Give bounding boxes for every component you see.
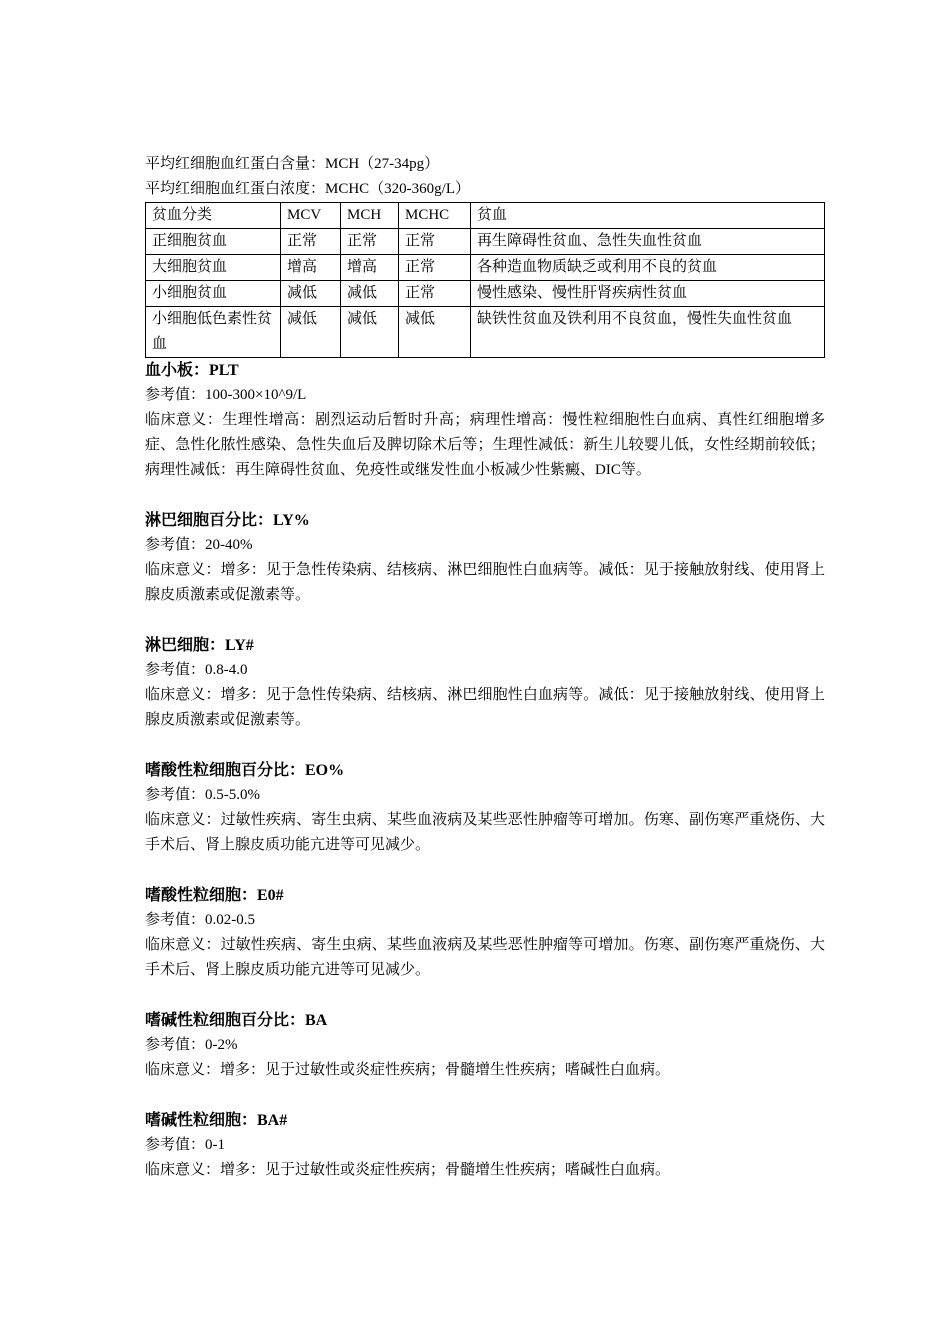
table-cell: 正常 — [399, 229, 471, 255]
table-cell: 增高 — [341, 255, 399, 281]
table-cell: 小细胞贫血 — [146, 281, 281, 307]
clinical-meaning: 临床意义：增多：见于过敏性或炎症性疾病；骨髓增生性疾病；嗜碱性白血病。 — [145, 1162, 671, 1178]
clinical-meaning: 临床意义：过敏性疾病、寄生虫病、某些血液病及某些恶性肿瘤等可增加。伤寒、副伤寒严重烧伤、大手术后、肾上腺皮质功能亢进等可见减少。 — [145, 937, 825, 978]
table-cell: 再生障碍性贫血、急性失血性贫血 — [471, 229, 825, 255]
mchc-reference-line: 平均红细胞血红蛋白浓度：MCHC（320-360g/L） — [145, 181, 471, 197]
table-cell: 减低 — [281, 307, 341, 358]
section-title: 嗜酸性粒细胞：E0# — [145, 887, 284, 904]
table-header-cell: MCV — [281, 203, 341, 229]
table-row — [146, 229, 825, 255]
table-cell: 正细胞贫血 — [146, 229, 281, 255]
table-header-row — [146, 203, 825, 229]
table-cell: 减低 — [281, 281, 341, 307]
clinical-meaning: 临床意义：增多：见于急性传染病、结核病、淋巴细胞性白血病等。减低：见于接触放射线、使用肾上腺皮质激素或促激素等。 — [145, 562, 825, 603]
section-title: 血小板：PLT — [145, 362, 239, 379]
anemia-classification-table — [145, 202, 825, 358]
table-cell: 减低 — [341, 281, 399, 307]
table-header-cell: 贫血 — [471, 203, 825, 229]
reference-value: 参考值：0-1 — [145, 1137, 225, 1153]
clinical-meaning: 临床意义：生理性增高：剧烈运动后暂时升高；病理性增高：慢性粒细胞性白血病、真性红细胞增多症、急性化脓性感染、急性失血后及脾切除术后等；生理性减低：新生儿较婴儿低，女性经期前较低；病理性减低：再生障碍性贫血、免疫性或继发性血小板减少性紫癜、DIC等。 — [145, 412, 825, 478]
table-header-cell: MCHC — [399, 203, 471, 229]
table-row — [146, 281, 825, 307]
table-cell: 正常 — [399, 281, 471, 307]
clinical-meaning: 临床意义：过敏性疾病、寄生虫病、某些血液病及某些恶性肿瘤等可增加。伤寒、副伤寒严重烧伤、大手术后、肾上腺皮质功能亢进等可见减少。 — [145, 812, 825, 853]
document-page — [145, 152, 825, 1183]
section-title: 淋巴细胞百分比：LY% — [145, 512, 310, 529]
reference-value: 参考值：20-40% — [145, 537, 253, 553]
clinical-meaning: 临床意义：增多：见于急性传染病、结核病、淋巴细胞性白血病等。减低：见于接触放射线、使用肾上腺皮质激素或促激素等。 — [145, 687, 825, 728]
table-header-cell: MCH — [341, 203, 399, 229]
table-row — [146, 255, 825, 281]
table-cell: 慢性感染、慢性肝肾疾病性贫血 — [471, 281, 825, 307]
section-ba-percent — [145, 1008, 825, 1083]
clinical-meaning: 临床意义：增多：见于过敏性或炎症性疾病；骨髓增生性疾病；嗜碱性白血病。 — [145, 1062, 671, 1078]
table-cell: 小细胞低色素性贫血 — [146, 307, 281, 358]
table-cell: 大细胞贫血 — [146, 255, 281, 281]
reference-value: 参考值：0.02-0.5 — [145, 912, 255, 928]
table-cell: 正常 — [399, 255, 471, 281]
section-plt — [145, 358, 825, 483]
section-ba-count — [145, 1108, 825, 1183]
reference-value: 参考值：0.8-4.0 — [145, 662, 248, 678]
section-ly-count — [145, 633, 825, 733]
table-row — [146, 307, 825, 358]
table-cell: 减低 — [399, 307, 471, 358]
table-cell: 增高 — [281, 255, 341, 281]
table-cell: 各种造血物质缺乏或利用不良的贫血 — [471, 255, 825, 281]
table-cell: 正常 — [341, 229, 399, 255]
table-cell: 正常 — [281, 229, 341, 255]
reference-value: 参考值：100-300×10^9/L — [145, 387, 307, 403]
section-title: 嗜酸性粒细胞百分比：EO% — [145, 762, 345, 779]
section-ly-percent — [145, 508, 825, 608]
table-header-cell: 贫血分类 — [146, 203, 281, 229]
table-cell: 缺铁性贫血及铁利用不良贫血，慢性失血性贫血 — [471, 307, 825, 358]
mch-reference-line: 平均红细胞血红蛋白含量：MCH（27-34pg） — [145, 156, 440, 172]
reference-value: 参考值：0.5-5.0% — [145, 787, 260, 803]
section-title: 嗜碱性粒细胞：BA# — [145, 1112, 288, 1129]
section-eo-count — [145, 883, 825, 983]
section-eo-percent — [145, 758, 825, 858]
table-cell: 减低 — [341, 307, 399, 358]
section-title: 淋巴细胞：LY# — [145, 637, 254, 654]
reference-value: 参考值：0-2% — [145, 1037, 238, 1053]
section-title: 嗜碱性粒细胞百分比：BA — [145, 1012, 328, 1029]
